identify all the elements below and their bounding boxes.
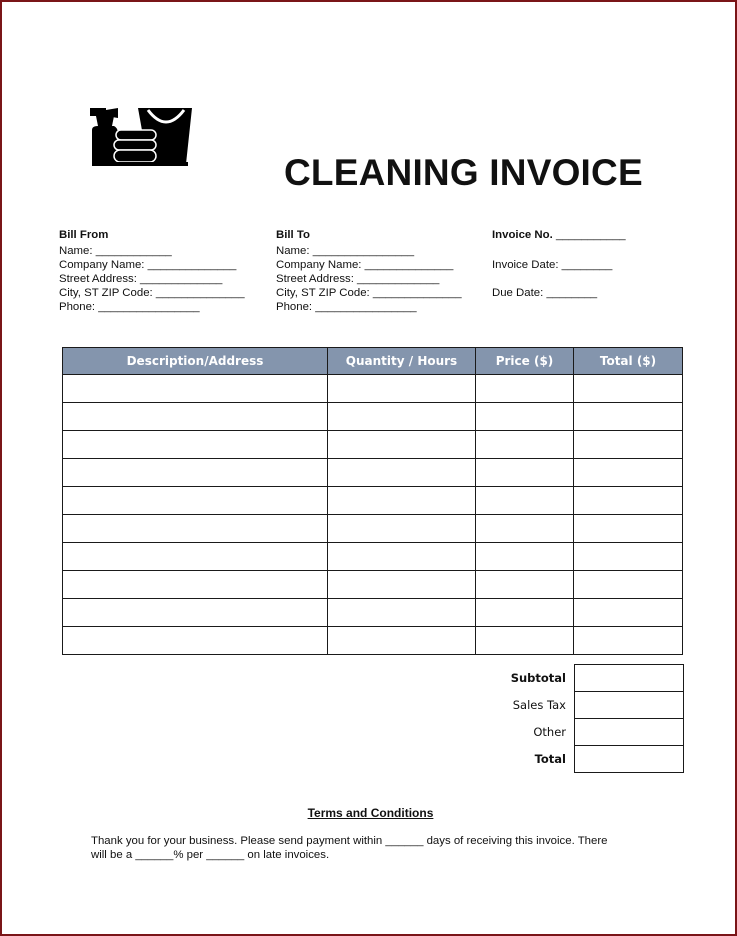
bill-from-section (59, 228, 245, 314)
total-cell[interactable] (574, 403, 683, 431)
other-label: Other (533, 725, 566, 739)
terms-heading: Terms and Conditions (307, 806, 434, 820)
bill-to-phone[interactable]: Phone: ________________ (276, 301, 417, 313)
table-row (63, 375, 683, 403)
price-cell[interactable] (476, 543, 574, 571)
total-cell[interactable] (574, 487, 683, 515)
bill-to-section (276, 228, 462, 314)
quantity-cell[interactable] (328, 375, 476, 403)
sales-tax-label: Sales Tax (512, 698, 566, 712)
col-total: Total ($) (574, 348, 683, 375)
bill-from-name[interactable]: Name: ____________ (59, 245, 172, 257)
table-header-row (63, 348, 683, 375)
sales-tax-row (422, 692, 684, 719)
description-cell[interactable] (63, 487, 328, 515)
description-cell[interactable] (63, 431, 328, 459)
price-cell[interactable] (476, 459, 574, 487)
line-items-table (62, 347, 683, 655)
bill-to-heading: Bill To (276, 229, 310, 241)
description-cell[interactable] (63, 375, 328, 403)
description-cell[interactable] (63, 459, 328, 487)
invoice-date-row[interactable]: Invoice Date: ________ (492, 259, 613, 271)
price-cell[interactable] (476, 431, 574, 459)
price-cell[interactable] (476, 571, 574, 599)
price-cell[interactable] (476, 515, 574, 543)
description-cell[interactable] (63, 627, 328, 655)
description-cell[interactable] (63, 571, 328, 599)
bill-to-city[interactable]: City, ST ZIP Code: ______________ (276, 287, 462, 299)
total-cell[interactable] (574, 571, 683, 599)
table-row (63, 627, 683, 655)
bill-from-phone[interactable]: Phone: ________________ (59, 301, 200, 313)
quantity-cell[interactable] (328, 459, 476, 487)
total-cell[interactable] (574, 375, 683, 403)
description-cell[interactable] (63, 543, 328, 571)
terms-line-2: will be a ______% per ______ on late invoices. (91, 849, 330, 861)
table-row (63, 431, 683, 459)
bill-to-company[interactable]: Company Name: ______________ (276, 259, 454, 271)
invoice-info-section (492, 228, 626, 300)
bill-from-heading: Bill From (59, 229, 109, 241)
subtotal-label: Subtotal (510, 671, 566, 685)
total-cell[interactable] (574, 599, 683, 627)
total-row (422, 746, 684, 773)
bill-from-city[interactable]: City, ST ZIP Code: ______________ (59, 287, 245, 299)
invoice-number-blank[interactable]: ___________ (555, 229, 626, 241)
terms-line-1: Thank you for your business. Please send payment within ______ days of receiving this invoice. There (91, 835, 608, 847)
due-date-row[interactable]: Due Date: ________ (492, 287, 598, 299)
bill-to-name[interactable]: Name: ________________ (276, 245, 415, 257)
subtotal-row (422, 665, 684, 692)
invoice-number-row[interactable] (492, 228, 626, 242)
quantity-cell[interactable] (328, 627, 476, 655)
table-row (63, 599, 683, 627)
total-cell[interactable] (574, 515, 683, 543)
page-title: CLEANING INVOICE (284, 152, 643, 193)
table-row (63, 543, 683, 571)
total-label: Total (534, 752, 566, 766)
description-cell[interactable] (63, 599, 328, 627)
price-cell[interactable] (476, 403, 574, 431)
bill-to-street[interactable]: Street Address: _____________ (276, 273, 440, 285)
table-body (63, 375, 683, 655)
price-cell[interactable] (476, 599, 574, 627)
table-row (63, 459, 683, 487)
terms-text (91, 834, 651, 862)
col-description: Description/Address (63, 348, 328, 375)
table-row (63, 403, 683, 431)
table-row (63, 515, 683, 543)
quantity-cell[interactable] (328, 487, 476, 515)
description-cell[interactable] (63, 403, 328, 431)
invoice-number-label: Invoice No. (492, 229, 553, 241)
cleaning-supplies-icon (88, 104, 194, 168)
subtotal-field[interactable] (575, 665, 684, 692)
total-field[interactable] (575, 746, 684, 773)
quantity-cell[interactable] (328, 403, 476, 431)
col-quantity: Quantity / Hours (328, 348, 476, 375)
total-cell[interactable] (574, 431, 683, 459)
price-cell[interactable] (476, 375, 574, 403)
description-cell[interactable] (63, 515, 328, 543)
quantity-cell[interactable] (328, 599, 476, 627)
total-cell[interactable] (574, 543, 683, 571)
total-cell[interactable] (574, 627, 683, 655)
bill-from-company[interactable]: Company Name: ______________ (59, 259, 237, 271)
quantity-cell[interactable] (328, 431, 476, 459)
table-row (63, 571, 683, 599)
sales-tax-field[interactable] (575, 692, 684, 719)
quantity-cell[interactable] (328, 571, 476, 599)
totals-table (422, 664, 684, 773)
price-cell[interactable] (476, 487, 574, 515)
other-field[interactable] (575, 719, 684, 746)
table-row (63, 487, 683, 515)
quantity-cell[interactable] (328, 515, 476, 543)
price-cell[interactable] (476, 627, 574, 655)
total-cell[interactable] (574, 459, 683, 487)
other-row (422, 719, 684, 746)
bill-from-street[interactable]: Street Address: _____________ (59, 273, 223, 285)
quantity-cell[interactable] (328, 543, 476, 571)
col-price: Price ($) (476, 348, 574, 375)
